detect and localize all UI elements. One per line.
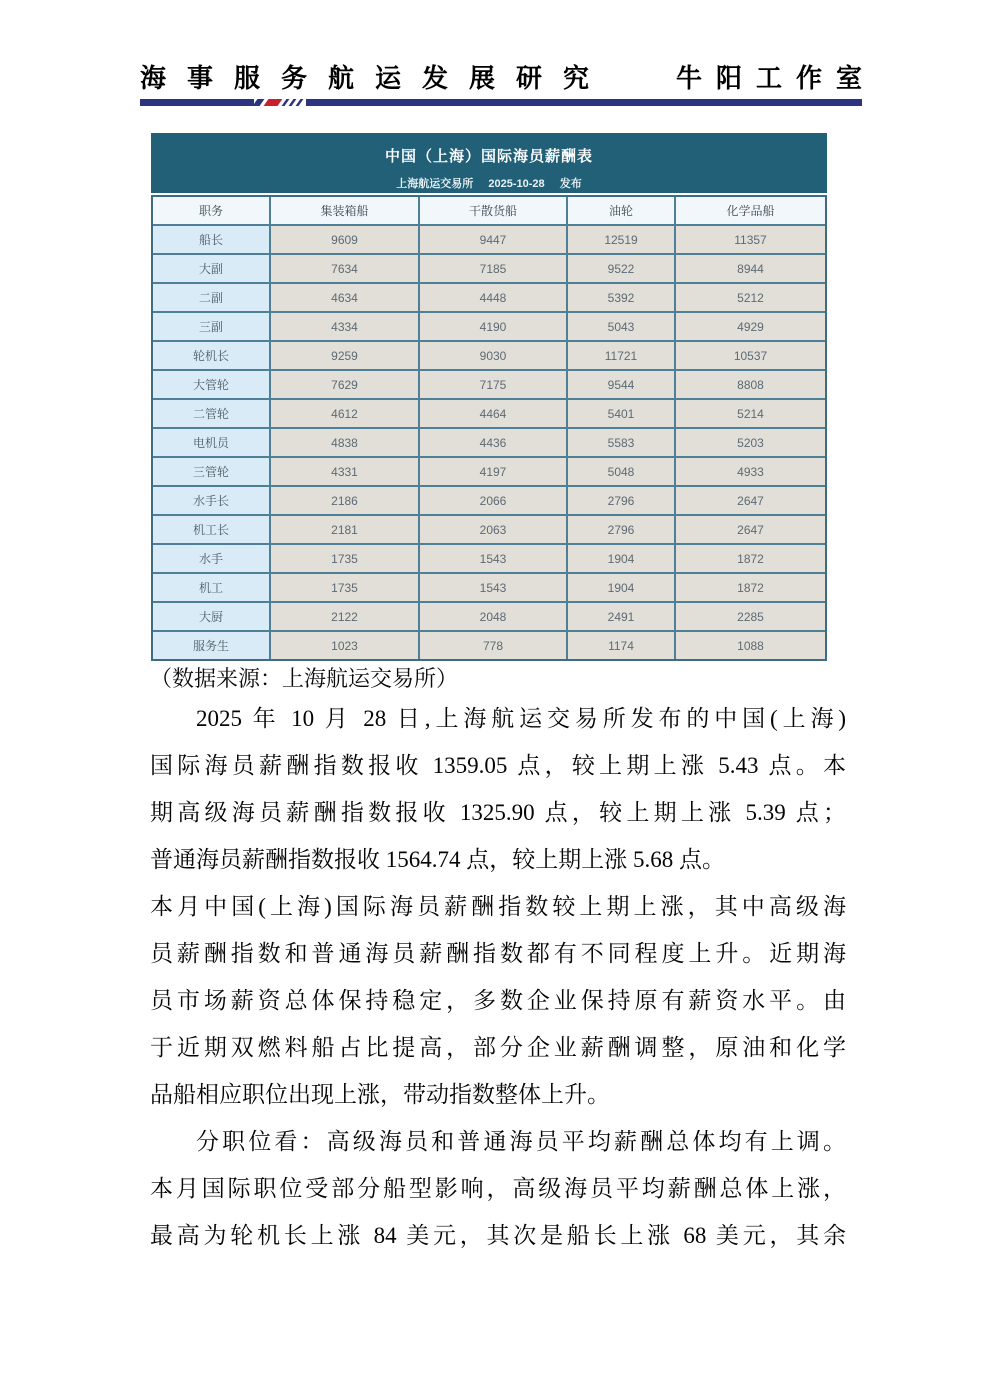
table-subtitle (151, 175, 827, 191)
salary-value-cell: 4331 (271, 458, 418, 485)
row-label-cell: 二管轮 (153, 400, 269, 427)
salary-value-cell: 4838 (271, 429, 418, 456)
salary-value-cell: 1088 (676, 632, 825, 659)
salary-value-cell: 2122 (271, 603, 418, 630)
salary-value-cell: 5583 (568, 429, 674, 456)
salary-value-cell: 2796 (568, 487, 674, 514)
salary-value-cell: 2285 (676, 603, 825, 630)
salary-value-cell: 4190 (420, 313, 566, 340)
paragraph-line: 最高为轮机长上涨 84 美元，其次是船长上涨 68 美元，其余 (150, 1223, 846, 1248)
salary-value-cell: 1543 (420, 574, 566, 601)
salary-value-cell: 4634 (271, 284, 418, 311)
table-publish-label: 发布 (559, 178, 582, 190)
salary-value-cell: 1023 (271, 632, 418, 659)
salary-value-cell: 1904 (568, 545, 674, 572)
salary-value-cell: 1735 (271, 545, 418, 572)
red-stripe-icon (264, 99, 283, 106)
salary-value-cell: 2063 (420, 516, 566, 543)
salary-value-cell: 5212 (676, 284, 825, 311)
salary-value-cell: 5048 (568, 458, 674, 485)
salary-value-cell: 1904 (568, 574, 674, 601)
row-label-cell: 大管轮 (153, 371, 269, 398)
salary-value-cell: 8808 (676, 371, 825, 398)
salary-value-cell: 5043 (568, 313, 674, 340)
row-label-cell: 船长 (153, 226, 269, 253)
paragraph-line: 2025 年 10 月 28 日,上海航运交易所发布的中国(上海) (196, 706, 846, 731)
salary-value-cell: 4197 (420, 458, 566, 485)
paragraph-line: 员市场薪资总体保持稳定，多数企业保持原有薪资水平。由 (150, 988, 846, 1013)
data-source-note: （数据来源：上海航运交易所） (150, 666, 459, 691)
salary-value-cell: 10537 (676, 342, 825, 369)
row-label-cell: 轮机长 (153, 342, 269, 369)
salary-value-cell: 2048 (420, 603, 566, 630)
salary-table (151, 133, 827, 661)
navy-stripe-icon (296, 99, 304, 106)
row-label-cell: 电机员 (153, 429, 269, 456)
salary-value-cell: 12519 (568, 226, 674, 253)
salary-value-cell: 2186 (271, 487, 418, 514)
salary-value-cell: 7629 (271, 371, 418, 398)
salary-value-cell: 1872 (676, 545, 825, 572)
row-label-cell: 三副 (153, 313, 269, 340)
paragraph-line: 普通海员薪酬指数报收 1564.74 点，较上期上涨 5.68 点。 (150, 847, 725, 872)
salary-value-cell: 2066 (420, 487, 566, 514)
salary-value-cell: 11357 (676, 226, 825, 253)
masthead-rule (140, 99, 862, 106)
salary-value-cell: 1543 (420, 545, 566, 572)
row-label-cell: 大副 (153, 255, 269, 282)
salary-value-cell: 9447 (420, 226, 566, 253)
paragraph-line: 本月中国(上海)国际海员薪酬指数较上期上涨，其中高级海 (150, 894, 846, 919)
salary-value-cell: 1174 (568, 632, 674, 659)
paragraph-line: 员薪酬指数和普通海员薪酬指数都有不同程度上升。近期海 (150, 941, 846, 966)
row-label-cell: 机工 (153, 574, 269, 601)
salary-value-cell: 5203 (676, 429, 825, 456)
salary-value-cell: 4464 (420, 400, 566, 427)
paragraph-line: 分职位看：高级海员和普通海员平均薪酬总体均有上调。 (196, 1129, 846, 1154)
column-header-position: 职务 (153, 197, 269, 224)
salary-value-cell: 2647 (676, 487, 825, 514)
column-header-container-ship: 集装箱船 (271, 197, 418, 224)
salary-value-cell: 2181 (271, 516, 418, 543)
salary-value-cell: 7634 (271, 255, 418, 282)
salary-value-cell: 11721 (568, 342, 674, 369)
masthead (140, 58, 876, 95)
salary-value-cell: 9259 (271, 342, 418, 369)
row-label-cell: 服务生 (153, 632, 269, 659)
salary-value-cell: 8944 (676, 255, 825, 282)
salary-value-cell: 1872 (676, 574, 825, 601)
row-label-cell: 水手 (153, 545, 269, 572)
salary-value-cell: 4933 (676, 458, 825, 485)
paragraph-line: 国际海员薪酬指数报收 1359.05 点，较上期上涨 5.43 点。本 (150, 753, 846, 778)
salary-value-cell: 1735 (271, 574, 418, 601)
article-body (150, 695, 846, 1259)
paragraph-line: 本月国际职位受部分船型影响，高级海员平均薪酬总体上涨， (150, 1176, 846, 1201)
row-label-cell: 三管轮 (153, 458, 269, 485)
table-publish-date: 2025-10-28 (488, 178, 545, 190)
salary-value-cell: 9609 (271, 226, 418, 253)
salary-value-cell: 4612 (271, 400, 418, 427)
salary-grid (151, 195, 827, 661)
salary-value-cell: 2647 (676, 516, 825, 543)
salary-value-cell: 4436 (420, 429, 566, 456)
salary-value-cell: 5401 (568, 400, 674, 427)
paragraph-line: 于近期双燃料船占比提高，部分企业薪酬调整，原油和化学 (150, 1035, 846, 1060)
salary-value-cell: 4334 (271, 313, 418, 340)
paragraph-line: 期高级海员薪酬指数报收 1325.90 点，较上期上涨 5.39 点； (150, 800, 846, 825)
column-header-dry-bulk-ship: 干散货船 (420, 197, 566, 224)
salary-value-cell: 2796 (568, 516, 674, 543)
salary-value-cell: 9030 (420, 342, 566, 369)
rule-decoration (254, 99, 306, 106)
salary-value-cell: 5392 (568, 284, 674, 311)
paragraph-line: 品船相应职位出现上涨，带动指数整体上升。 (150, 1082, 610, 1107)
salary-value-cell: 9544 (568, 371, 674, 398)
salary-value-cell: 778 (420, 632, 566, 659)
row-label-cell: 二副 (153, 284, 269, 311)
masthead-right-title: 牛阳工作室 (675, 63, 876, 93)
salary-value-cell: 7185 (420, 255, 566, 282)
table-title: 中国（上海）国际海员薪酬表 (384, 148, 593, 165)
salary-value-cell: 7175 (420, 371, 566, 398)
row-label-cell: 机工长 (153, 516, 269, 543)
row-label-cell: 水手长 (153, 487, 269, 514)
salary-value-cell: 2491 (568, 603, 674, 630)
salary-value-cell: 4929 (676, 313, 825, 340)
table-title-band (151, 133, 827, 193)
column-header-chemical-ship: 化学品船 (676, 197, 825, 224)
salary-value-cell: 5214 (676, 400, 825, 427)
table-publisher: 上海航运交易所 (396, 178, 474, 190)
salary-value-cell: 4448 (420, 284, 566, 311)
column-header-oil-tanker: 油轮 (568, 197, 674, 224)
row-label-cell: 大厨 (153, 603, 269, 630)
masthead-left-title: 海事服务航运发展研究 (140, 63, 611, 93)
salary-value-cell: 9522 (568, 255, 674, 282)
